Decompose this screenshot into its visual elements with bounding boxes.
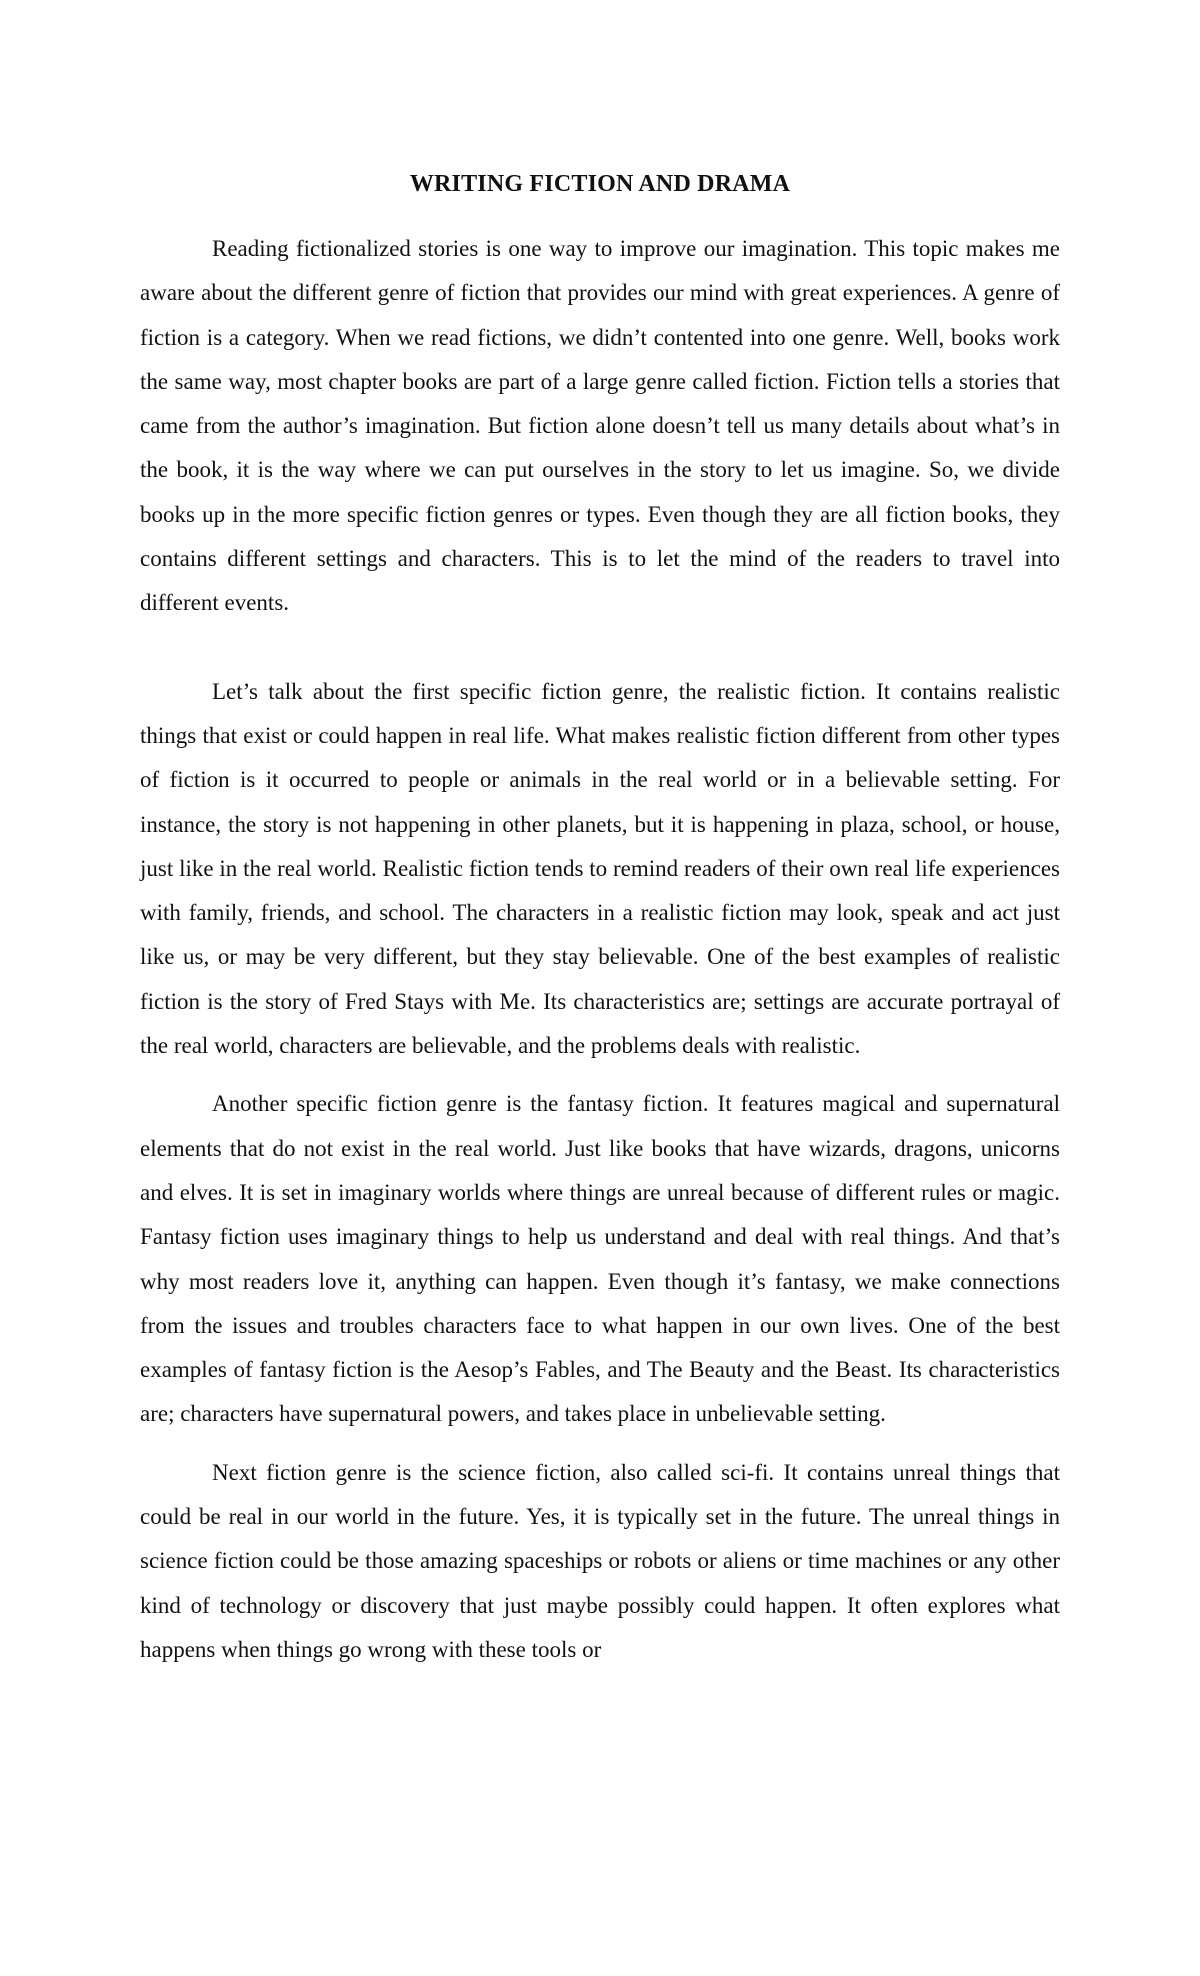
paragraph-fantasy-fiction: Another specific fiction genre is the fantasy fiction. It features magical and supernatural elements that do not exist in the real world. Just like books that have wizards, dragons, unicorns and elves. It is set in imaginary worlds where things are unreal because of different rules or magic. Fantasy fiction uses imaginary things to help us understand and deal with real things. And that’s why most readers love it, anything can happen. Even though it’s fantasy, we make connections from the issues and troubles characters face to what happen in our own lives. One of the best examples of fantasy fiction is the Aesop’s Fables, and The Beauty and the Beast. Its characteristics are; characters have supernatural powers, and takes place in unbelievable setting. [140, 1091, 1060, 1427]
paragraph-science-fiction: Next fiction genre is the science fiction, also called sci-fi. It contains unreal things that could be real in our world in the future. Yes, it is typically set in the future. The unreal things in science fiction could be those amazing spaceships or robots or aliens or time machines or any other kind of technology or discovery that just maybe possibly could happen. It often explores what happens when things go wrong with these tools or [140, 1459, 1060, 1662]
paragraph-introduction: Reading fictionalized stories is one way to improve our imagination. This topic makes me aware about the different genre of fiction that provides our mind with great experiences. A genre of fiction is a category. When we read fictions, we didn’t contented into one genre. Well, books work the same way, most chapter books are part of a large genre called fiction. Fiction tells a stories that came from the author’s imagination. But fiction alone doesn’t tell us many details about what’s in the book, it is the way where we can put ourselves in the story to let us imagine. So, we divide books up in the more specific fiction genres or types. Even though they are all fiction books, they contains different settings and characters. This is to let the mind of the readers to travel into different events. [140, 236, 1060, 616]
paragraph-realistic-fiction: Let’s talk about the first specific fiction genre, the realistic fiction. It contains realistic things that exist or could happen in real life. What makes realistic fiction different from other types of fiction is it occurred to people or animals in the real world or in a believable setting. For instance, the story is not happening in other planets, but it is happening in plaza, school, or house, just like in the real world. Realistic fiction tends to remind readers of their own real life experiences with family, friends, and school. The characters in a realistic fiction may look, speak and act just like us, or may be very different, but they stay believable. One of the best examples of realistic fiction is the story of Fred Stays with Me. Its characteristics are; settings are accurate portrayal of the real world, characters are believable, and the problems deals with realistic. [140, 678, 1060, 1059]
document-body [140, 227, 1060, 1672]
document-title: WRITING FICTION AND DRAMA [409, 171, 791, 197]
